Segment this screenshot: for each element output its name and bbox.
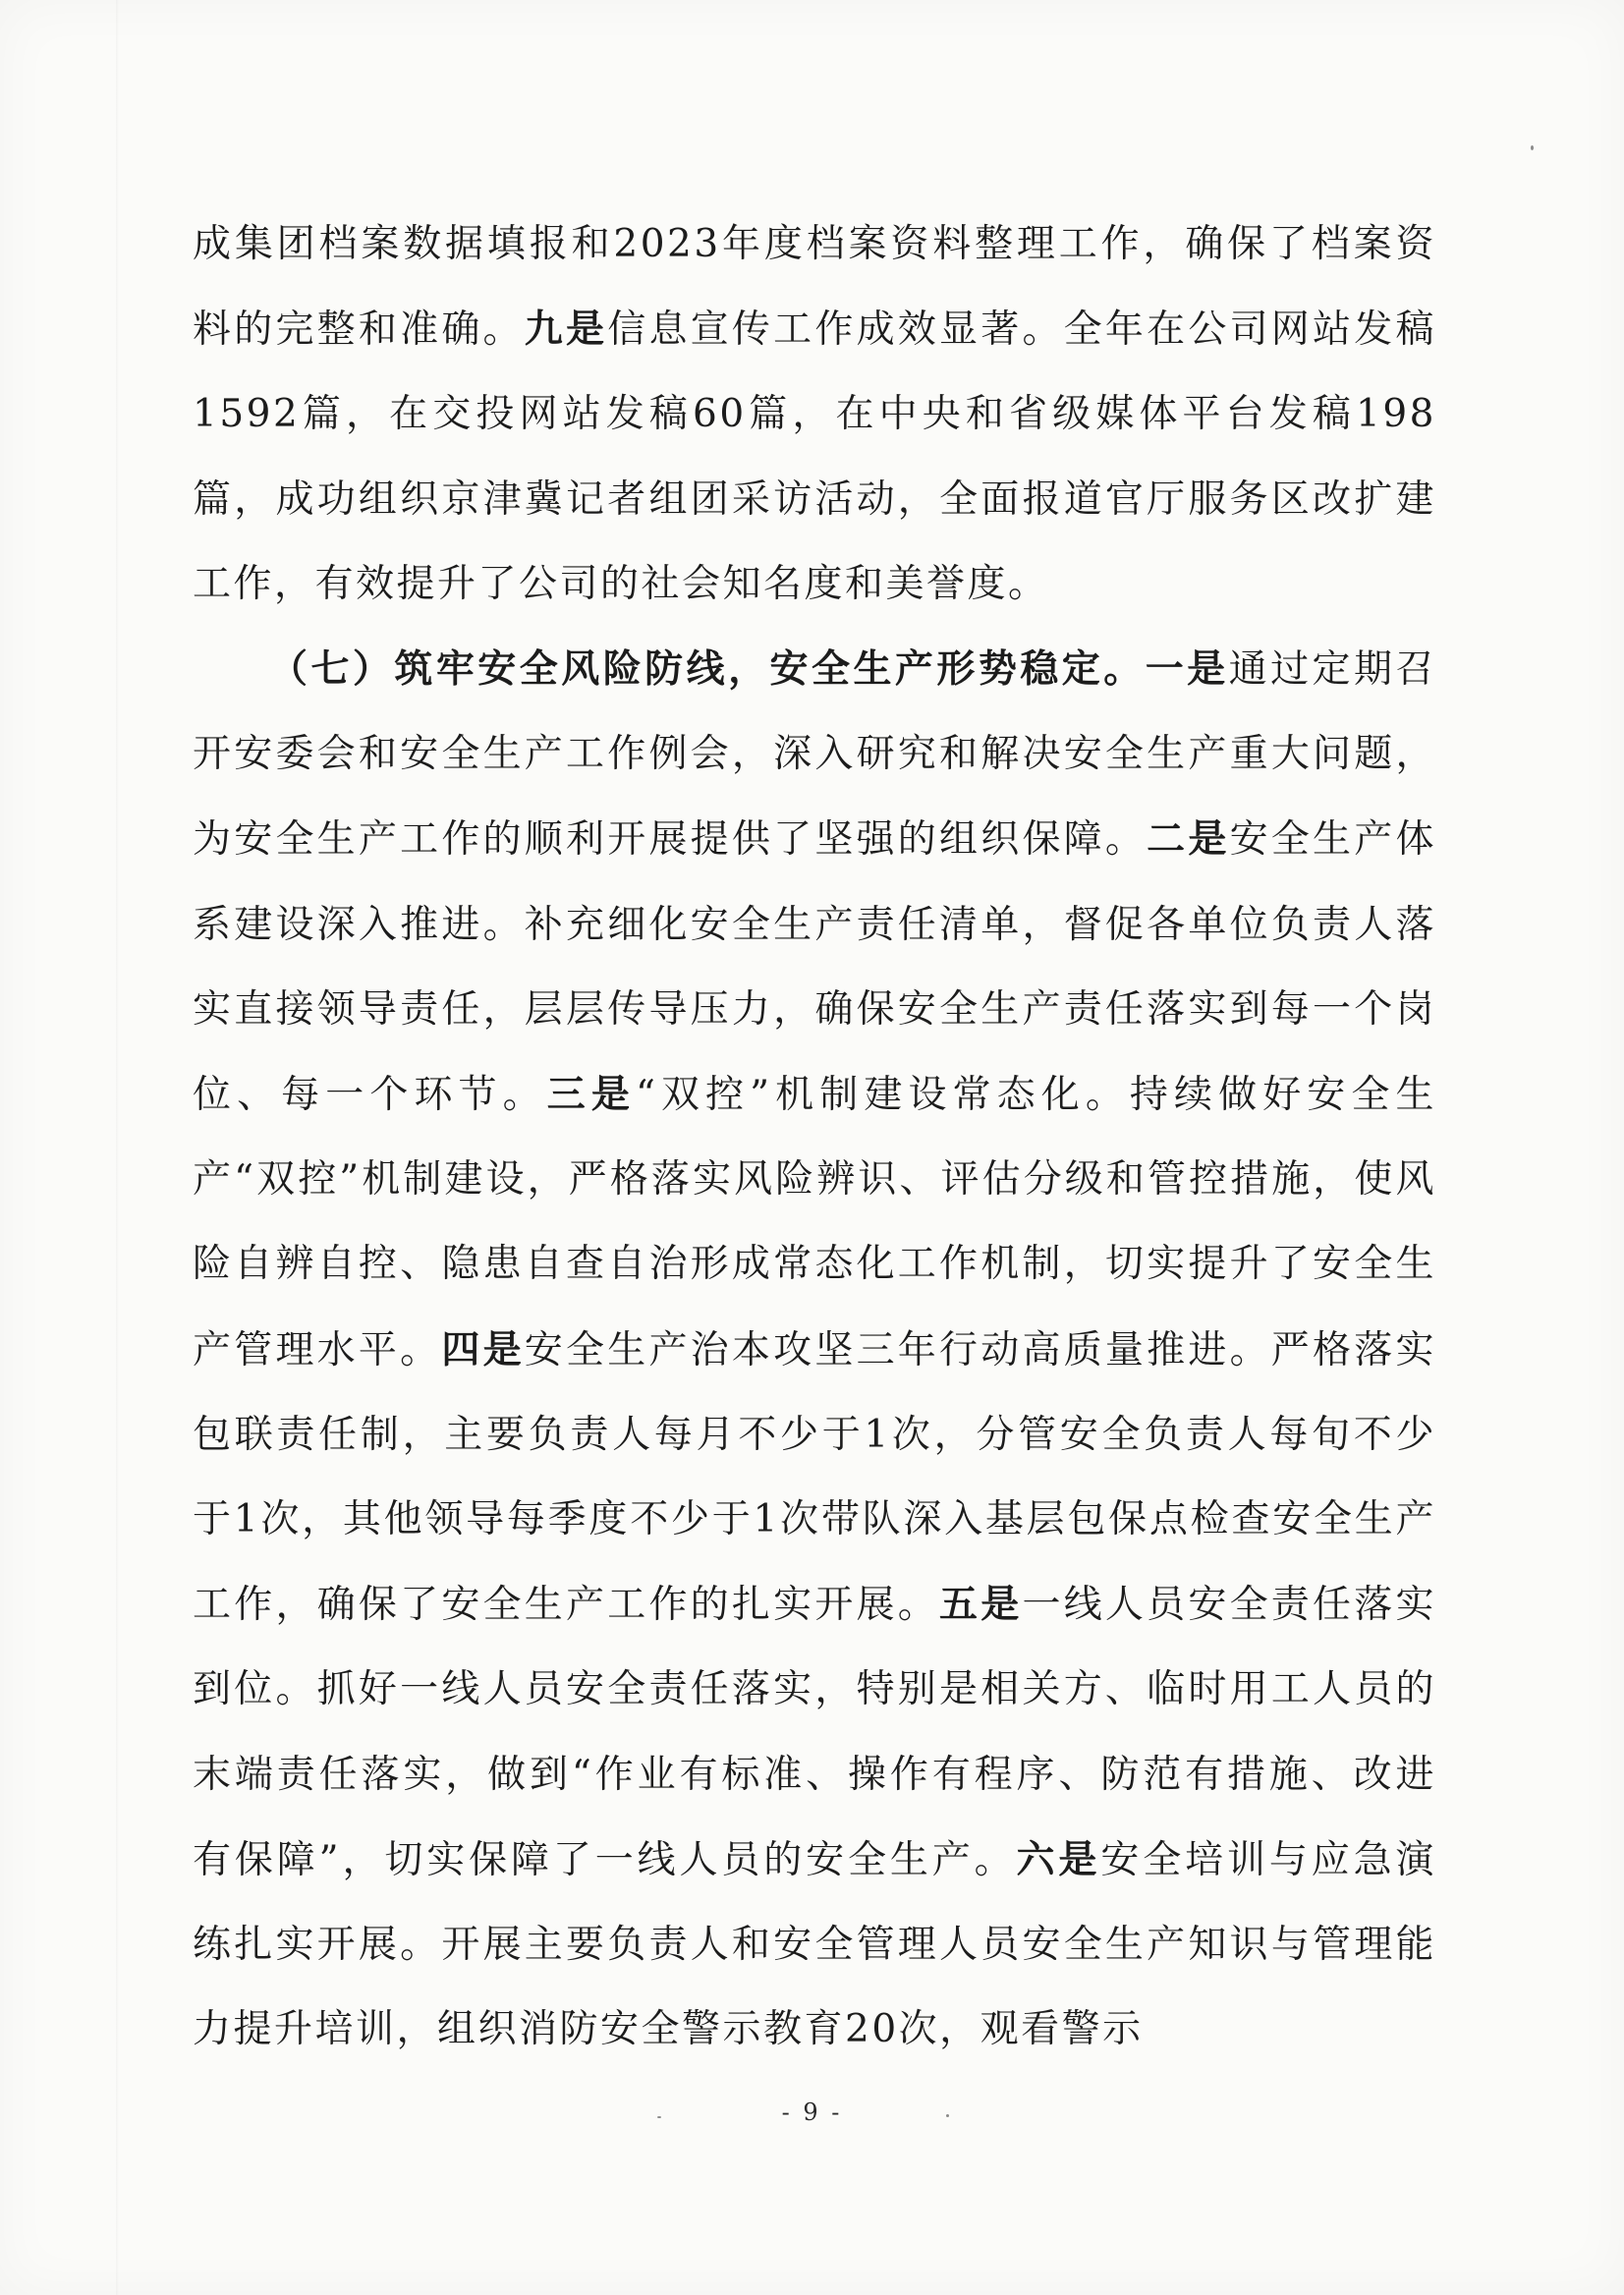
- page-number: - 9 -: [781, 2099, 843, 2126]
- paragraph-safety-production: [193, 627, 1436, 2072]
- text-run: 一线人员安全责任落实到位。抓好一线人员安全责任落实，特别是相关方、临时用工人员的末端责任落实，做到“作业有标准、操作有程序、防范有措施、改进有保障”，切实保障了一线人员的安全生产。: [193, 1583, 1436, 1882]
- document-body: [193, 202, 1436, 2072]
- bold-text-run: 六是: [1016, 1836, 1101, 1882]
- bold-text-run: （七）筑牢安全风险防线，安全生产形势稳定。一是: [269, 646, 1229, 693]
- bold-text-run: 五是: [939, 1582, 1023, 1628]
- bold-text-run: 三是: [546, 1072, 636, 1118]
- scan-speck: [657, 2116, 661, 2118]
- bold-text-run: 二是: [1147, 816, 1230, 863]
- bold-text-run: 九是: [524, 307, 608, 353]
- paragraph-archives-publicity: [193, 202, 1436, 627]
- bold-text-run: 四是: [441, 1326, 525, 1372]
- text-run: 成集团档案数据填报和2023年度档案资料整理工作，确保了档案资料的完整和准确。: [193, 222, 1436, 353]
- text-run: 安全生产治本攻坚三年行动高质量推进。严格落实包联责任制，主要负责人每月不少于1次，分管安全负责人每旬不少于1次，其他领导每季度不少于1次带队深入基层包保点检查安全生产工作，确保了安全生产工作的扎实开展。: [193, 1327, 1436, 1628]
- text-run: 安全生产体系建设深入推进。补充细化安全生产责任清单，督促各单位负责人落实直接领导责任，层层传导压力，确保安全生产责任落实到每一个岗位、每一个环节。: [193, 817, 1436, 1118]
- scan-speck: [946, 2114, 949, 2117]
- text-run: 通过定期召开安委会和安全生产工作例会，深入研究和解决安全生产重大问题，为安全生产工作的顺利开展提供了坚强的组织保障。: [193, 647, 1436, 863]
- text-run: “双控”机制建设常态化。持续做好安全生产“双控”机制建设，严格落实风险辨识、评估分级和管控措施，使风险自辨自控、隐患自查自治形成常态化工作机制，切实提升了安全生产管理水平。: [193, 1073, 1436, 1372]
- text-run: 安全培训与应急演练扎实开展。开展主要负责人和安全管理人员安全生产知识与管理能力提升培训，组织消防安全警示教育20次，观看警示: [193, 1837, 1436, 2052]
- text-run: 信息宣传工作成效显著。全年在公司网站发稿1592篇，在交投网站发稿60篇，在中央和省级媒体平台发稿198篇，成功组织京津冀记者组团采访活动，全面报道官厅服务区改扩建工作，有效提升了公司的社会知名度和美誉度。: [193, 308, 1436, 606]
- scan-speck: [1531, 145, 1534, 150]
- scan-shadow-edge: [116, 0, 119, 2295]
